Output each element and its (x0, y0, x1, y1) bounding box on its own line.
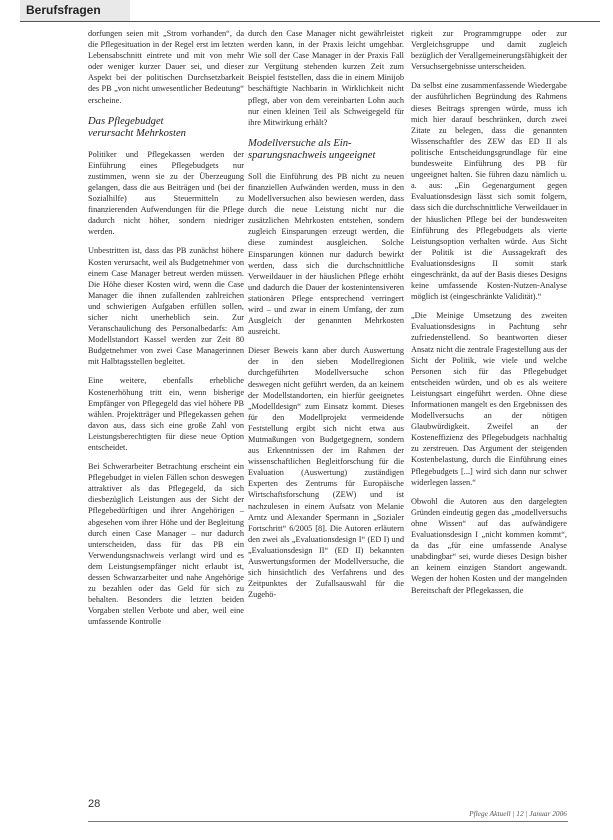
body-paragraph: Soll die Einführung des PB nicht zu neuen finanziellen Aufwänden werden, muss in den Modellversuchen also bewiesen werden, dass durch die neue Leistung nicht nur die zusätzlichen Mehrkosten entstehen, sondern zugleich Einsparungen erzeugt werden, die diese zumindest ausgleichen. Solche Einsparungen können nur dadurch bewirkt werden, dass sich die durchschnittliche Verweildauer in der häuslichen Pflege erhöht und dadurch die Dauer der kostenintensiveren stationären Pflege entsprechend verringert wird – und zwar in einem Umfang, der zum Ausgleich der genannten Mehrkosten ausreicht. (248, 171, 404, 337)
section-title: Berufsfragen (26, 3, 101, 17)
body-paragraph: Obwohl die Autoren aus den dargelegten Gründen eindeutig gegen das „modellversuchs ohne Wissen“ auf das aufwändigere Evaluationsdesign I „nicht kommen kommt“, da das „für eine umfassende Analyse unabdingbar“ sei, wurde dieses Design bisher an keinem einzigen Standort angewandt. Wegen der hohen Kosten und der mangelnden Bereitschaft der Pflegekassen, die (411, 496, 567, 595)
body-paragraph: „Die Meinige Umsetzung des zweiten Evaluationsdesigns in Pachtung sehr zufriedenstellend. So beantworten dieser Ansatz nicht die zentrale Fragestellung aus der Sicht der Politik, wie viele und welche Personen sich für das Pflegebudget entscheiden würden, und ob es als weitere Leistungsart eingeführt werden. Ohne diese Informationen mangelt es den Ergebnissen des Modellversuchs an der nötigen Glaubwürdigkeit. Zweifel an der Kosteneffizienz des Pflegebudgets nachhaltig zu zerstreuen. Das Argument der steigenden Kostenbelastung, durch die Einführung eines Pflegebudgets [...] wird sich dann nur schwer widerlegen lassen.“ (411, 311, 567, 487)
page-header (20, 0, 613, 21)
footer-rule (88, 821, 568, 822)
journal-reference: Pflege Aktuell | 12 | Januar 2006 (469, 809, 567, 818)
body-paragraph: Eine weitere, ebenfalls erhebliche Kostenerhöhung tritt ein, wenn bisherige Empfänger von Pflegegeld das viel höhere PB wählen. Projektträger und Pflegekassen gehen davon aus, dass sich eine große Zahl von Leistungsberechtigten für diese neue Option entscheidet. (88, 376, 244, 452)
subheading-line: Modellversuche als Ein- (248, 137, 352, 149)
header-rule (20, 21, 600, 22)
body-paragraph: Da selbst eine zusammenfassende Wiedergabe der ausführlichen Begründung des Rahmens dieses Beitrags sprengen würde, muss ich mich hier darauf beschränken, durch zwei Zitate zu belegen, dass die genannten Wissenschaftler des ZEW das ED II als politische Entscheidungsgrundlage für eine bundesweite Einführung des PB für ungeeignet halten. Sie führen dazu nämlich u. a. aus: „Ein Gegenargument gegen Evaluationsdesign lässt sich somit folgern, dass sich die durchschnittliche Verweildauer in der häuslichen Pflege bei der bundesweiten Einführung des Pflegebudgets als vierte Leistungsoption verhalten würde. Aus Sicht der Politik ist die Aussagekraft des Evaluationsdesigns II somit stark eingeschränkt, da auf der Basis dieses Designs keine umfassende Kosten-Nutzen-Analyse möglich ist (eingeschränkte Validität).“ (411, 81, 567, 302)
subheading-line: verursacht Mehrkosten (88, 128, 186, 140)
subheading (248, 138, 404, 163)
text-column-3 (411, 28, 567, 604)
body-paragraph: dorfungen seien mit „Strom vorhanden“, da die Pflegesituation in der Regel erst im letzten Lebensabschnitt eintrete und mit von mehr oder weniger kurzer Dauer sei, und dieser Aspekt bei der politischen Durchsetzbarkeit des PB „von nicht unwesentlicher Bedeutung“ erscheine. (88, 29, 244, 105)
page-number: 28 (88, 798, 101, 810)
body-paragraph: Dieser Beweis kann aber durch Auswertung der in den sieben Modellregionen durchgeführten Modellversuche schon deswegen nicht geführt werden, da an keinem der Modellstandorten, ein hierfür geeignetes „Modelldesign“ zum Einsatz kommt. Dieses für den Modellprojekt vermeidende Feststellung ergibt sich nicht etwa aus Mutmaßungen von Budgetgegnern, sondern aus Erkenntnissen der im Rahmen der wissenschaftlichen Begleitforschung für die Evaluation (Auswertung) zuständigen Experten des Zentrums für Europäische Wirtschaftsforschung (ZEW) und ist nachzulesen in einem Aufsatz von Melanie Arntz und Alexander Spermann in „Sozialer Fortschritt“ 6/2005 [8]. Die Autoren erläutern den zwei als „Evaluationsdesign I“ (ED I) und „Evaluationsdesign II“ (ED II) bekannten Auswertungsformen der Modellversuche, die sich hinsichtlich des Verfahrens und des Zeitpunktes der Zufallsauswahl für die Zugehö- (248, 346, 404, 600)
body-paragraph: Bei Schwerarbeiter Betrachtung erscheint ein Pflegebudget in vielen Fällen schon deswegen attraktiver als das Pflegegeld, da sich diesbezüglich Leistungen aus der Sicht der Pflegebedürftigen und ihrer Angehörigen – abgesehen vom ihrer Höhe und der Begleitung durch einen Case Manager – nur dadurch unterscheiden, dass für das PB ein Verwendungsnachweis verlangt wird und es dem Leistungsempfänger nicht erlaubt ist, dessen Schwarzarbeiter und nahe Angehörige zu bezahlen oder das Geld für sich zu behalten. Besonders die letzten beiden Vorgaben stellen Verbote und aber, weil eine umfassende Kontrolle (88, 462, 244, 627)
body-paragraph: Politiker und Pflegekassen werden der Einführung eines Pflegebudgets nur zustimmen, wenn sie zu der Überzeugung gelangen, dass die aus Beiträgen und (bei der Sozialhilfe) aus Steuermitteln zu finanzierenden Aufwendungen für die Pflege dadurch nicht höher, sondern niedriger werden. (88, 149, 244, 237)
body-paragraph: durch den Case Manager nicht gewährleistet werden kann, in der Praxis leicht umgehbar. Wie soll der Case Manager in der Praxis Fall zur Vergütung stehenden kurzen Zeit zum Beispiel feststellen, dass die in einem Minijob beschäftigte Nachbarin in Wirklichkeit nicht pflegt, aber von dem vereinbarten Lohn auch nur einen kleinen Teil als Schweigegeld für ihre Mitwirkung erhält? (248, 29, 404, 127)
subheading (88, 116, 244, 141)
body-paragraph: Unbestritten ist, dass das PB zunächst höhere Kosten verursacht, weil als Budgetnehmer von einem Case Manager betreut werden müssen. Die Höhe dieser Kosten wird, wenn die Case Manager die ihnen zufallenden zahlreichen und schwierigen Aufgaben erfüllen sollen, sicher nicht unerheblich sein. Zur Veranschaulichung des Personalbedarfs: Am Modellstandort Kassel werden zur Zeit 80 Budgetnehmer von zwei Case Managerinnen mit Halbtagsstellen begleitet. (88, 246, 244, 367)
body-paragraph: rigkeit zur Programmgruppe oder zur Vergleichsgruppe und damit zugleich bezüglich der Verallgemeinerungsfähigkeit der Versuchsergebnisse unterscheiden. (411, 29, 567, 72)
text-column-2 (248, 28, 404, 608)
subheading-line: Das Pflegebudget (88, 115, 164, 127)
text-column-1 (88, 28, 244, 636)
subheading-line: sparungsnachweis ungeeignet (248, 150, 376, 162)
